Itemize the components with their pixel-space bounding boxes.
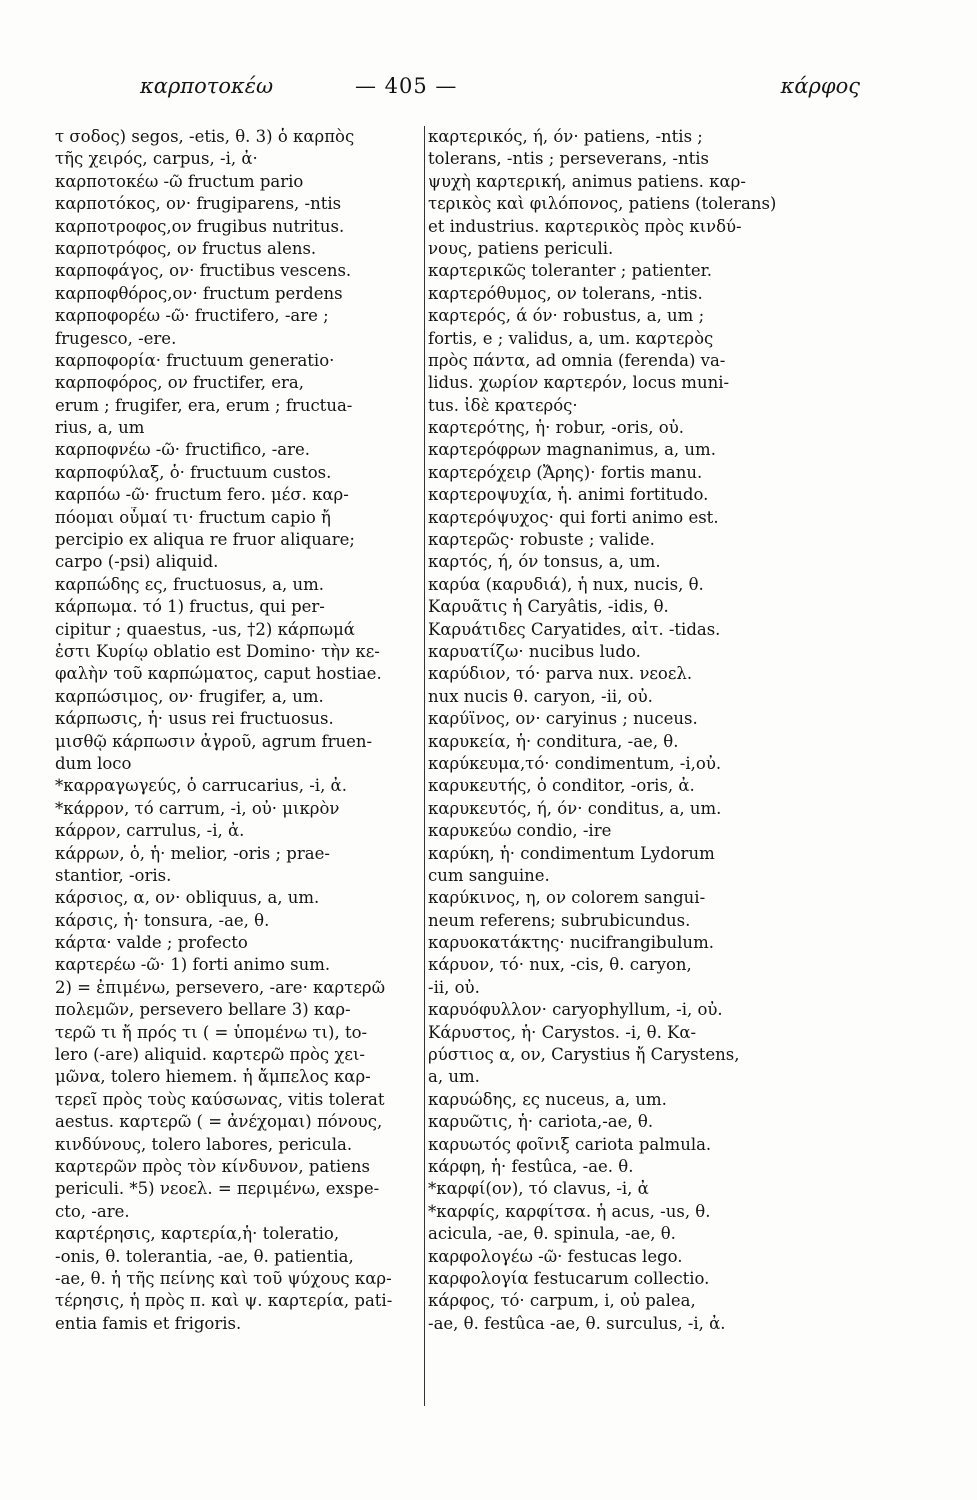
entry-line: καρτέρησις, καρτερία,ἡ· toleratio, bbox=[55, 1224, 340, 1244]
entry-line: καρτερόφρων magnanimus, a, um. bbox=[428, 440, 716, 460]
entry-line: τερικὸς καὶ φιλόπονος, patiens (tolerans) bbox=[428, 194, 777, 214]
entry-line: καρτερικῶς toleranter ; patienter. bbox=[428, 261, 712, 281]
entry-line: καρυκευτής, ὁ conditor, -oris, ἀ. bbox=[428, 776, 695, 796]
entry-line: erum ; frugifer, era, erum ; fructua- bbox=[55, 395, 353, 415]
entry-line: νους, patiens periculi. bbox=[428, 238, 614, 258]
entry-line: *καρφί(ον), τό clavus, -i, ἀ bbox=[428, 1179, 649, 1199]
entry-line: τ σοδος) segos, -etis, θ. 3) ὁ καρπὸς bbox=[55, 127, 355, 146]
entry-line: tus. ἰδὲ κρατερός· bbox=[428, 395, 578, 415]
entry-line: periculi. *5) νεοελ. = περιμένω, exspe- bbox=[55, 1179, 380, 1199]
entry-line: καρύα (καρυδιά), ἡ nux, nucis, θ. bbox=[428, 574, 704, 594]
entry-line: ἐστι Κυρίῳ oblatio est Domino· τὴν κε- bbox=[55, 641, 380, 661]
left-column bbox=[55, 126, 423, 1466]
entry-line: καρύδιον, τό· parva nux. νεοελ. bbox=[428, 664, 693, 684]
entry-line: Καρυάτιδες Caryatides, αἰτ. -tidas. bbox=[428, 619, 721, 639]
entry-line: καρποφνέω -ῶ· fructifico, -are. bbox=[55, 440, 311, 460]
entry-line: καρτερός, ά όν· robustus, a, um ; bbox=[428, 306, 705, 326]
entry-line: -ii, οὐ. bbox=[428, 977, 480, 997]
entry-line: πολεμῶν, persevero bellare 3) καρ- bbox=[55, 1000, 351, 1020]
entry-line: percipio ex aliqua re fruor aliquare; bbox=[55, 530, 355, 550]
entry-line: neum referens; subrubicundus. bbox=[428, 910, 691, 930]
entry-line: καρυῶτις, ἡ· cariota,-ae, θ. bbox=[428, 1112, 654, 1132]
entry-line: καρποφορέω -ῶ· fructifero, -are ; bbox=[55, 306, 329, 326]
entry-line: Καρυᾶτις ἡ Caryâtis, -idis, θ. bbox=[428, 597, 669, 617]
entry-line: dum loco bbox=[55, 753, 132, 773]
entry-line: entia famis et frigoris. bbox=[55, 1313, 242, 1333]
column-divider bbox=[424, 126, 425, 1406]
entry-line: κάρυον, τό· nux, -cis, θ. caryon, bbox=[428, 955, 692, 975]
entry-line: κάρσις, ἡ· tonsura, -ae, θ. bbox=[55, 910, 270, 930]
entry-line: tolerans, -ntis ; perseverans, -ntis bbox=[428, 149, 709, 169]
entry-line: καρποφάγος, ον· fructibus vescens. bbox=[55, 261, 352, 281]
right-column bbox=[428, 126, 826, 1466]
entry-line: καρτεροψυχία, ἡ. animi fortitudo. bbox=[428, 485, 709, 505]
entry-line: καρυκευτός, ή, όν· conditus, a, um. bbox=[428, 798, 722, 818]
entry-line: lidus. χωρίον καρτερόν, locus muni- bbox=[428, 373, 730, 393]
entry-line: aestus. καρτερῶ ( = ἀνέχομαι) πόνους, bbox=[55, 1112, 383, 1132]
entry-line: καρτερέω -ῶ· 1) forti animo sum. bbox=[55, 955, 331, 975]
entry-line: fortis, e ; validus, a, um. καρτερὸς bbox=[428, 328, 714, 348]
entry-line: καρποτρόφος, ον fructus alens. bbox=[55, 238, 317, 258]
left-guide-word: καρποτοκέω bbox=[140, 74, 274, 98]
right-guide-word: κάρφος bbox=[780, 74, 860, 98]
entry-line: καρυωτός φοῖνιξ cariota palmula. bbox=[428, 1134, 712, 1154]
entry-line: καρυώδης, ες nuceus, a, um. bbox=[428, 1089, 667, 1109]
entry-line: καρυκεύω condio, -ire bbox=[428, 821, 612, 841]
entry-line: καρύκευμα,τό· condimentum, -i,οὐ. bbox=[428, 753, 722, 773]
entry-line: μισθῷ κάρπωσιν ἀγροῦ, agrum fruen- bbox=[55, 731, 373, 751]
entry-line: κάρρον, carrulus, -i, ἀ. bbox=[55, 821, 245, 841]
entry-line: nux nucis θ. caryon, -ii, οὐ. bbox=[428, 686, 653, 706]
entry-line: καρτερῶν πρὸς τὸν κίνδυνον, patiens bbox=[55, 1156, 370, 1176]
entry-line: καρφολογέω -ῶ· festucas lego. bbox=[428, 1246, 683, 1266]
entry-line: ρύστιος α, ον, Carystius ἤ Carystens, bbox=[428, 1045, 740, 1065]
entry-line: καρποτροφος,ον frugibus nutritus. bbox=[55, 216, 345, 236]
entry-line: καρτερόχειρ (Ἄρης)· fortis manu. bbox=[428, 462, 703, 482]
entry-line: καρύκη, ἡ· condimentum Lydorum bbox=[428, 843, 715, 863]
entry-line: κάρφη, ἡ· festûca, -ae. θ. bbox=[428, 1156, 634, 1176]
entry-line: πρὸς πάντα, ad omnia (ferenda) va- bbox=[428, 350, 726, 370]
entry-line: τῆς χειρός, carpus, -i, ἀ· bbox=[55, 149, 258, 169]
entry-line: καρύκινος, η, ον colorem sangui- bbox=[428, 888, 706, 908]
entry-line: φαλὴν τοῦ καρπώματος, caput hostiae. bbox=[55, 664, 382, 684]
entry-line: καρτερῶς· robuste ; valide. bbox=[428, 530, 655, 550]
entry-line: κάρρων, ὁ, ἡ· melior, -oris ; prae- bbox=[55, 843, 330, 863]
entry-line: καρπώδης ες, fructuosus, a, um. bbox=[55, 574, 324, 594]
entry-line: ψυχὴ καρτερική, animus patiens. καρ- bbox=[428, 171, 746, 191]
entry-line: καρτερόθυμος, ον tolerans, -ntis. bbox=[428, 283, 703, 303]
entry-line: -ae, θ. ἡ τῆς πείνης καὶ τοῦ ψύχους καρ- bbox=[55, 1268, 392, 1288]
entry-line: carpo (-psi) aliquid. bbox=[55, 552, 219, 572]
entry-line: καρποφόρος, ον fructifer, era, bbox=[55, 373, 304, 393]
entry-line: 2) = ἐπιμένω, persevero, -are· καρτερῶ bbox=[55, 977, 386, 997]
entry-line: *κάρρον, τό carrum, -i, οὐ· μικρὸν bbox=[55, 798, 340, 818]
entry-line: acicula, -ae, θ. spinula, -ae, θ. bbox=[428, 1224, 676, 1244]
entry-line: τερῶ τι ἤ πρός τι ( = ὑπομένω τι), to- bbox=[55, 1022, 368, 1042]
entry-line: πόομαι οὖμαί τι· fructum capio ἤ bbox=[55, 507, 331, 527]
entry-line: καρτερόψυχος· qui forti animo est. bbox=[428, 507, 719, 527]
entry-line: καρπώσιμος, ον· frugifer, a, um. bbox=[55, 686, 324, 706]
page-number: — 405 — bbox=[355, 74, 458, 98]
entry-line: *καρφίς, καρφίτσα. ἡ acus, -us, θ. bbox=[428, 1201, 711, 1221]
entry-line: *καρραγωγεύς, ὁ carrucarius, -i, ἀ. bbox=[55, 776, 347, 796]
entry-line: καρυοκατάκτης· nucifrangibulum. bbox=[428, 933, 714, 953]
entry-line: καρποτοκέω -ῶ fructum pario bbox=[55, 171, 304, 191]
entry-line: καρφολογία festucarum collectio. bbox=[428, 1268, 710, 1288]
entry-line: -ae, θ. festûca -ae, θ. surculus, -i, ἀ. bbox=[428, 1313, 726, 1333]
entry-line: καρποφορία· fructuum generatio· bbox=[55, 350, 335, 370]
entry-line: καρτερικός, ή, όν· patiens, -ntis ; bbox=[428, 127, 703, 146]
entry-line: κάρτα· valde ; profecto bbox=[55, 933, 248, 953]
entry-line: lero (-are) aliquid. καρτερῶ πρὸς χει- bbox=[55, 1045, 365, 1065]
entry-line: κάρσιος, α, ον· obliquus, a, um. bbox=[55, 888, 320, 908]
entry-line: a, um. bbox=[428, 1067, 480, 1087]
entry-line: καρύϊνος, ον· caryinus ; nuceus. bbox=[428, 709, 698, 729]
entry-line: καρτερότης, ἡ· robur, -oris, οὐ. bbox=[428, 418, 684, 438]
entry-line: cipitur ; quaestus, -us, †2) κάρπωμά bbox=[55, 619, 355, 639]
entry-line: μῶνα, tolero hiemem. ἡ ἄμπελος καρ- bbox=[55, 1067, 371, 1087]
entry-line: καρποτόκος, ον· frugiparens, -ntis bbox=[55, 194, 342, 214]
entry-line: τερεῖ πρὸς τοὺς καύσωνας, vitis tolerat bbox=[55, 1089, 385, 1109]
entry-line: καρυκεία, ἡ· conditura, -ae, θ. bbox=[428, 731, 679, 751]
entry-line: τέρησις, ἡ πρὸς π. καὶ ψ. καρτερία, pati- bbox=[55, 1291, 393, 1311]
entry-line: καρυόφυλλον· caryophyllum, -i, οὐ. bbox=[428, 1000, 723, 1020]
entry-line: -onis, θ. tolerantia, -ae, θ. patientia, bbox=[55, 1246, 354, 1266]
entry-line: καρποφύλαξ, ὁ· fructuum custos. bbox=[55, 462, 332, 482]
entry-line: stantior, -oris. bbox=[55, 865, 172, 885]
entry-line: κάρπωσις, ἡ· usus rei fructuosus. bbox=[55, 709, 334, 729]
entry-line: cto, -are. bbox=[55, 1201, 130, 1221]
entry-line: κάρπωμα. τό 1) fructus, qui per- bbox=[55, 597, 325, 617]
entry-line: Κάρυστος, ἡ· Carystos. -i, θ. Κα- bbox=[428, 1022, 697, 1042]
entry-line: καρποφθόρος,ον· fructum perdens bbox=[55, 283, 343, 303]
entry-line: κινδύνους, tolero labores, pericula. bbox=[55, 1134, 353, 1154]
entry-line: et industrius. καρτερικὸς πρὸς κινδύ- bbox=[428, 216, 742, 236]
entry-line: cum sanguine. bbox=[428, 865, 550, 885]
entry-line: frugesco, -ere. bbox=[55, 328, 177, 348]
entry-line: κάρφος, τό· carpum, i, οὐ palea, bbox=[428, 1291, 696, 1311]
entry-line: rius, a, um bbox=[55, 418, 145, 438]
running-head bbox=[140, 74, 860, 108]
entry-line: καρτός, ή, όν tonsus, a, um. bbox=[428, 552, 661, 572]
entry-line: καρυατίζω· nucibus ludo. bbox=[428, 641, 641, 661]
entry-line: καρπόω -ῶ· fructum fero. μέσ. καρ- bbox=[55, 485, 349, 505]
